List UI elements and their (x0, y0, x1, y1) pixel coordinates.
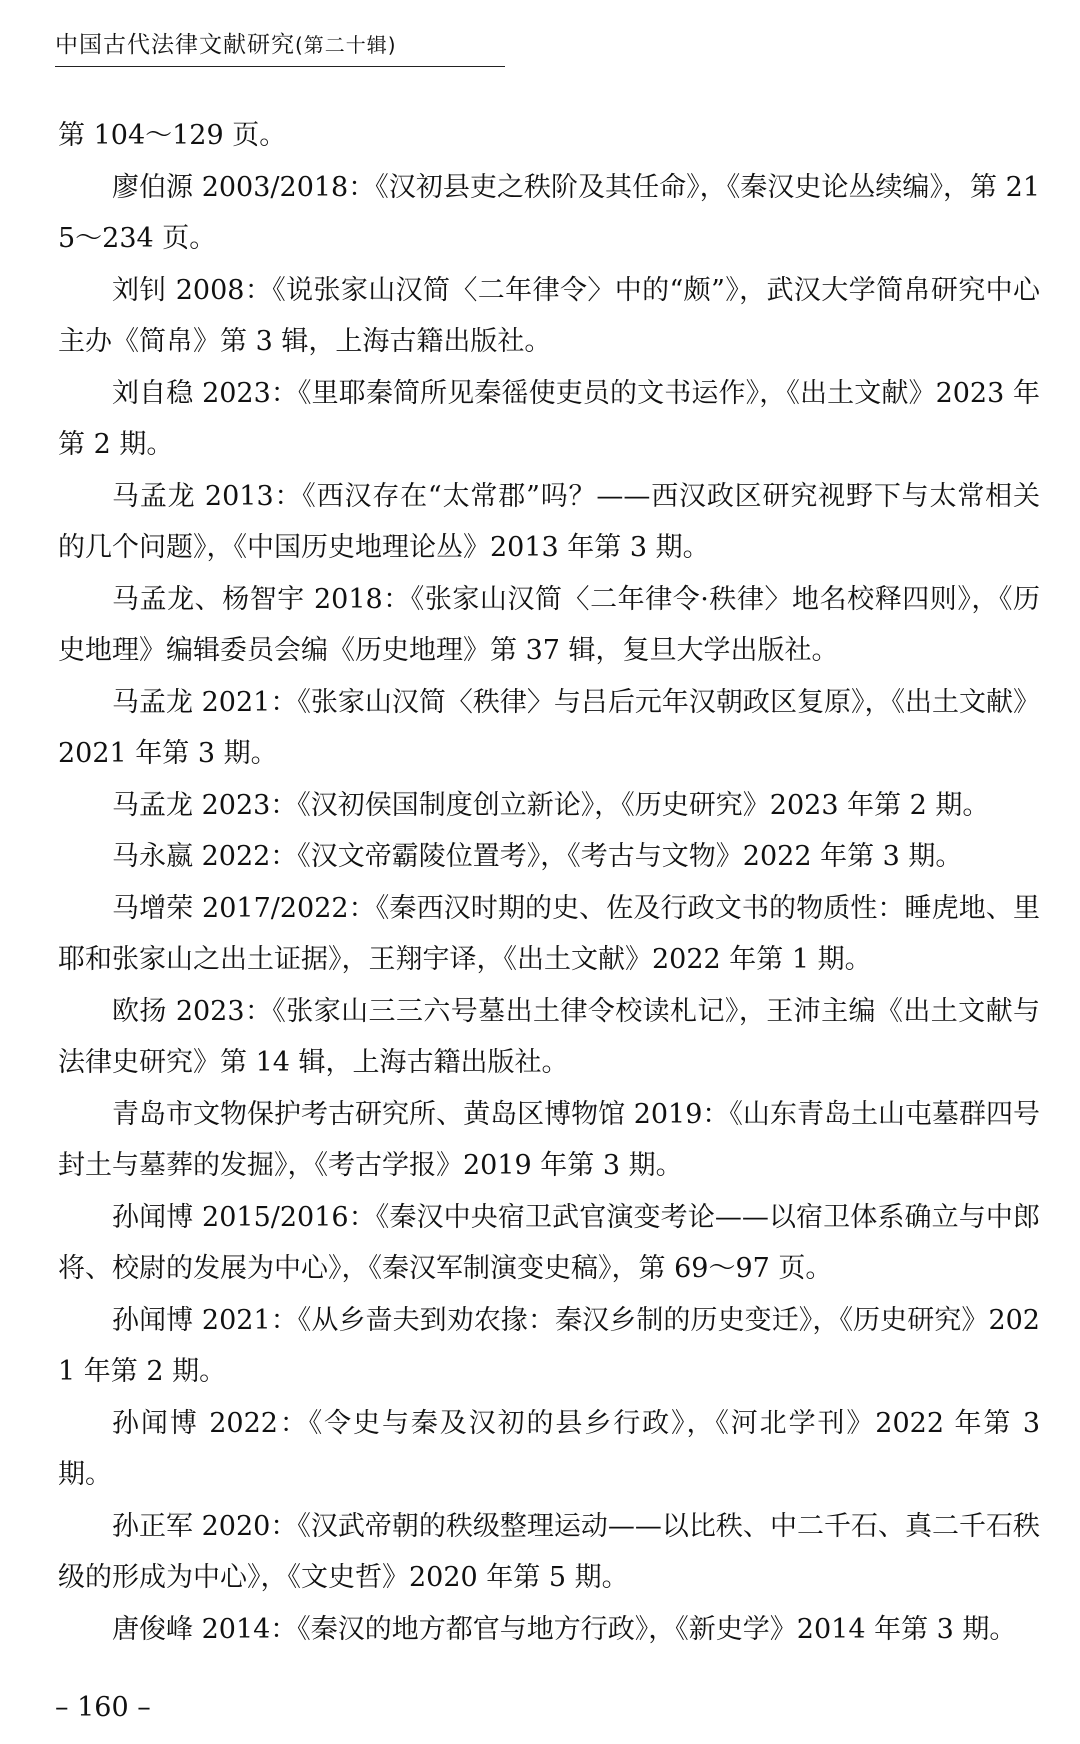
reference-entry: 马孟龙 2021：《张家山汉简〈秩律〉与吕后元年汉朝政区复原》，《出土文献》2021 年第 3 期。 (58, 686, 1040, 769)
reference-entry: 马孟龙 2013：《西汉存在“太常郡”吗？——西汉政区研究视野下与太常相关的几个问题》，《中国历史地理论丛》2013 年第 3 期。 (58, 480, 1040, 563)
reference-entry: 欧扬 2023：《张家山三三六号墓出土律令校读札记》，王沛主编《出土文献与法律史研究》第 14 辑，上海古籍出版社。 (58, 995, 1040, 1078)
reference-list (58, 110, 1040, 1655)
reference-entry: 马增荣 2017/2022：《秦西汉时期的史、佐及行政文书的物质性：睡虎地、里耶和张家山之出土证据》，王翔宇译，《出土文献》2022 年第 1 期。 (58, 892, 1040, 975)
volume-label: (第二十辑) (295, 33, 397, 57)
reference-entry: 孙闻博 2022：《令史与秦及汉初的县乡行政》，《河北学刊》2022 年第 3 期。 (58, 1407, 1040, 1490)
header-rule (55, 66, 505, 67)
reference-entry: 孙正军 2020：《汉武帝朝的秩级整理运动——以比秩、中二千石、真二千石秩级的形成为中心》，《文史哲》2020 年第 5 期。 (58, 1510, 1040, 1593)
reference-entry-continued: 第 104～129 页。 (58, 120, 287, 151)
reference-entry: 马孟龙、杨智宇 2018：《张家山汉简〈二年律令·秩律〉地名校释四则》，《历史地理》编辑委员会编《历史地理》第 37 辑，复旦大学出版社。 (58, 583, 1040, 666)
running-head (55, 34, 397, 57)
reference-entry: 马孟龙 2023：《汉初侯国制度创立新论》，《历史研究》2023 年第 2 期。 (112, 789, 990, 821)
reference-entry: 刘自稳 2023：《里耶秦简所见秦徭使吏员的文书运作》，《出土文献》2023 年第 2 期。 (58, 377, 1040, 460)
reference-entry: 马永嬴 2022：《汉文帝霸陵位置考》，《考古与文物》2022 年第 3 期。 (112, 841, 963, 872)
journal-title: 中国古代法律文献研究 (55, 32, 295, 58)
reference-entry: 刘钊 2008：《说张家山汉简〈二年律令〉中的“颇”》，武汉大学简帛研究中心主办《简帛》第 3 辑，上海古籍出版社。 (58, 274, 1040, 357)
reference-entry: 孙闻博 2021：《从乡啬夫到劝农掾：秦汉乡制的历史变迁》，《历史研究》2021 年第 2 期。 (58, 1304, 1040, 1387)
reference-entry: 廖伯源 2003/2018：《汉初县吏之秩阶及其任命》，《秦汉史论丛续编》，第 215～234 页。 (58, 171, 1040, 254)
reference-entry: 唐俊峰 2014：《秦汉的地方都官与地方行政》，《新史学》2014 年第 3 期。 (112, 1613, 1017, 1645)
reference-entry: 青岛市文物保护考古研究所、黄岛区博物馆 2019：《山东青岛土山屯墓群四号封土与墓葬的发掘》，《考古学报》2019 年第 3 期。 (58, 1098, 1040, 1181)
page-number: – 160 – (55, 1692, 151, 1723)
reference-entry: 孙闻博 2015/2016：《秦汉中央宿卫武官演变考论——以宿卫体系确立与中郎将、校尉的发展为中心》，《秦汉军制演变史稿》，第 69～97 页。 (58, 1201, 1040, 1284)
